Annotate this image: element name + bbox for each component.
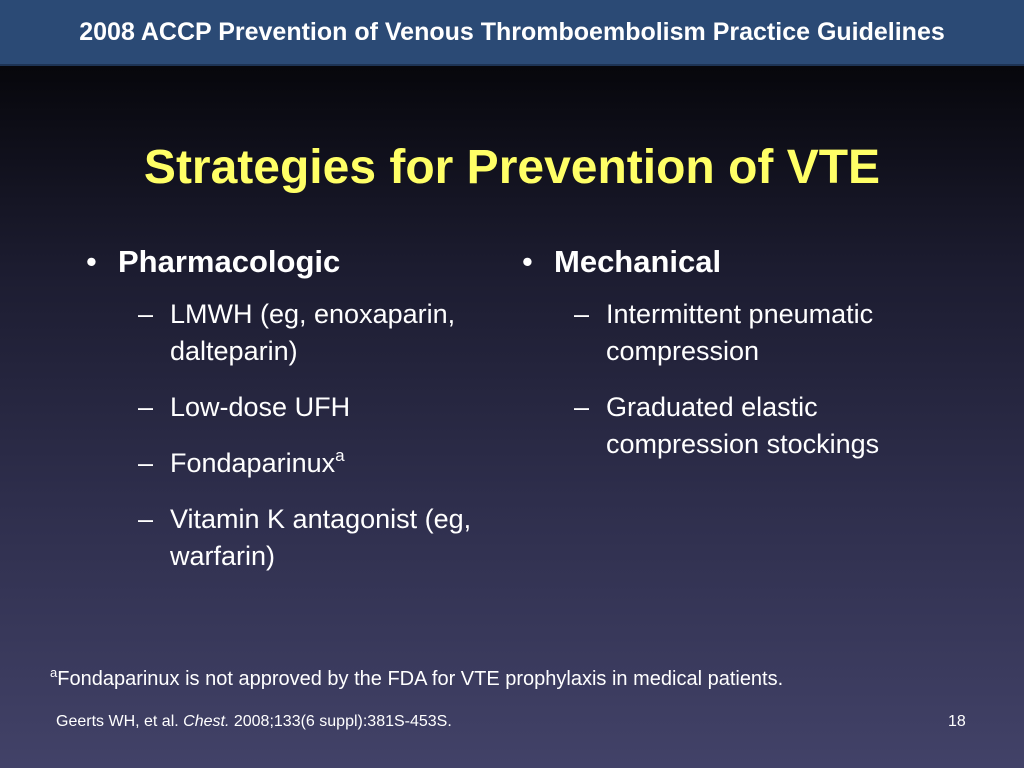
- list-item: [86, 389, 506, 426]
- pharmacologic-list: [86, 296, 506, 575]
- list-item: [522, 389, 962, 463]
- dash-icon: –: [138, 504, 154, 534]
- list-item-text: Vitamin K antagonist (eg, warfarin): [170, 504, 472, 571]
- list-item-text: Fondaparinux: [170, 448, 336, 478]
- list-item: [522, 296, 962, 370]
- citation-journal: Chest.: [183, 713, 230, 730]
- citation-authors: Geerts WH, et al.: [56, 713, 179, 730]
- list-item: [86, 296, 506, 370]
- list-item: [86, 445, 506, 482]
- footnote: [50, 665, 784, 691]
- dash-icon: –: [138, 448, 154, 478]
- list-item-text: Graduated elastic compression stockings: [606, 392, 880, 459]
- bullet-icon: •: [522, 244, 533, 279]
- bullet-icon: •: [86, 244, 97, 279]
- citation-details: 2008;133(6 suppl):381S-453S.: [233, 713, 452, 730]
- slide-title: Strategies for Prevention of VTE: [143, 141, 881, 194]
- banner-title: 2008 ACCP Prevention of Venous Thromboembolism Practice Guidelines: [79, 18, 945, 46]
- footnote-marker: a: [335, 446, 345, 465]
- bullet-heading-pharmacologic: [86, 240, 506, 284]
- list-item-text: LMWH (eg, enoxaparin, dalteparin): [170, 299, 456, 366]
- list-item-text: Intermittent pneumatic compression: [606, 299, 874, 366]
- dash-icon: –: [574, 299, 590, 329]
- mechanical-list: [522, 296, 962, 463]
- footnote-text: Fondaparinux is not approved by the FDA for VTE prophylaxis in medical patients.: [57, 668, 784, 690]
- dash-icon: –: [574, 392, 590, 422]
- dash-icon: –: [138, 299, 154, 329]
- page-number: 18: [948, 713, 966, 730]
- list-item-text: Low-dose UFH: [170, 392, 351, 422]
- list-item: [86, 501, 506, 575]
- header-banner: [0, 0, 1024, 66]
- mechanical-column: [522, 240, 962, 482]
- dash-icon: –: [138, 392, 154, 422]
- pharmacologic-column: [86, 240, 506, 594]
- pharmacologic-heading: Pharmacologic: [118, 244, 341, 279]
- mechanical-heading: Mechanical: [554, 244, 722, 279]
- bullet-heading-mechanical: [522, 240, 962, 284]
- citation: [56, 713, 452, 731]
- footnote-marker: a: [50, 665, 58, 680]
